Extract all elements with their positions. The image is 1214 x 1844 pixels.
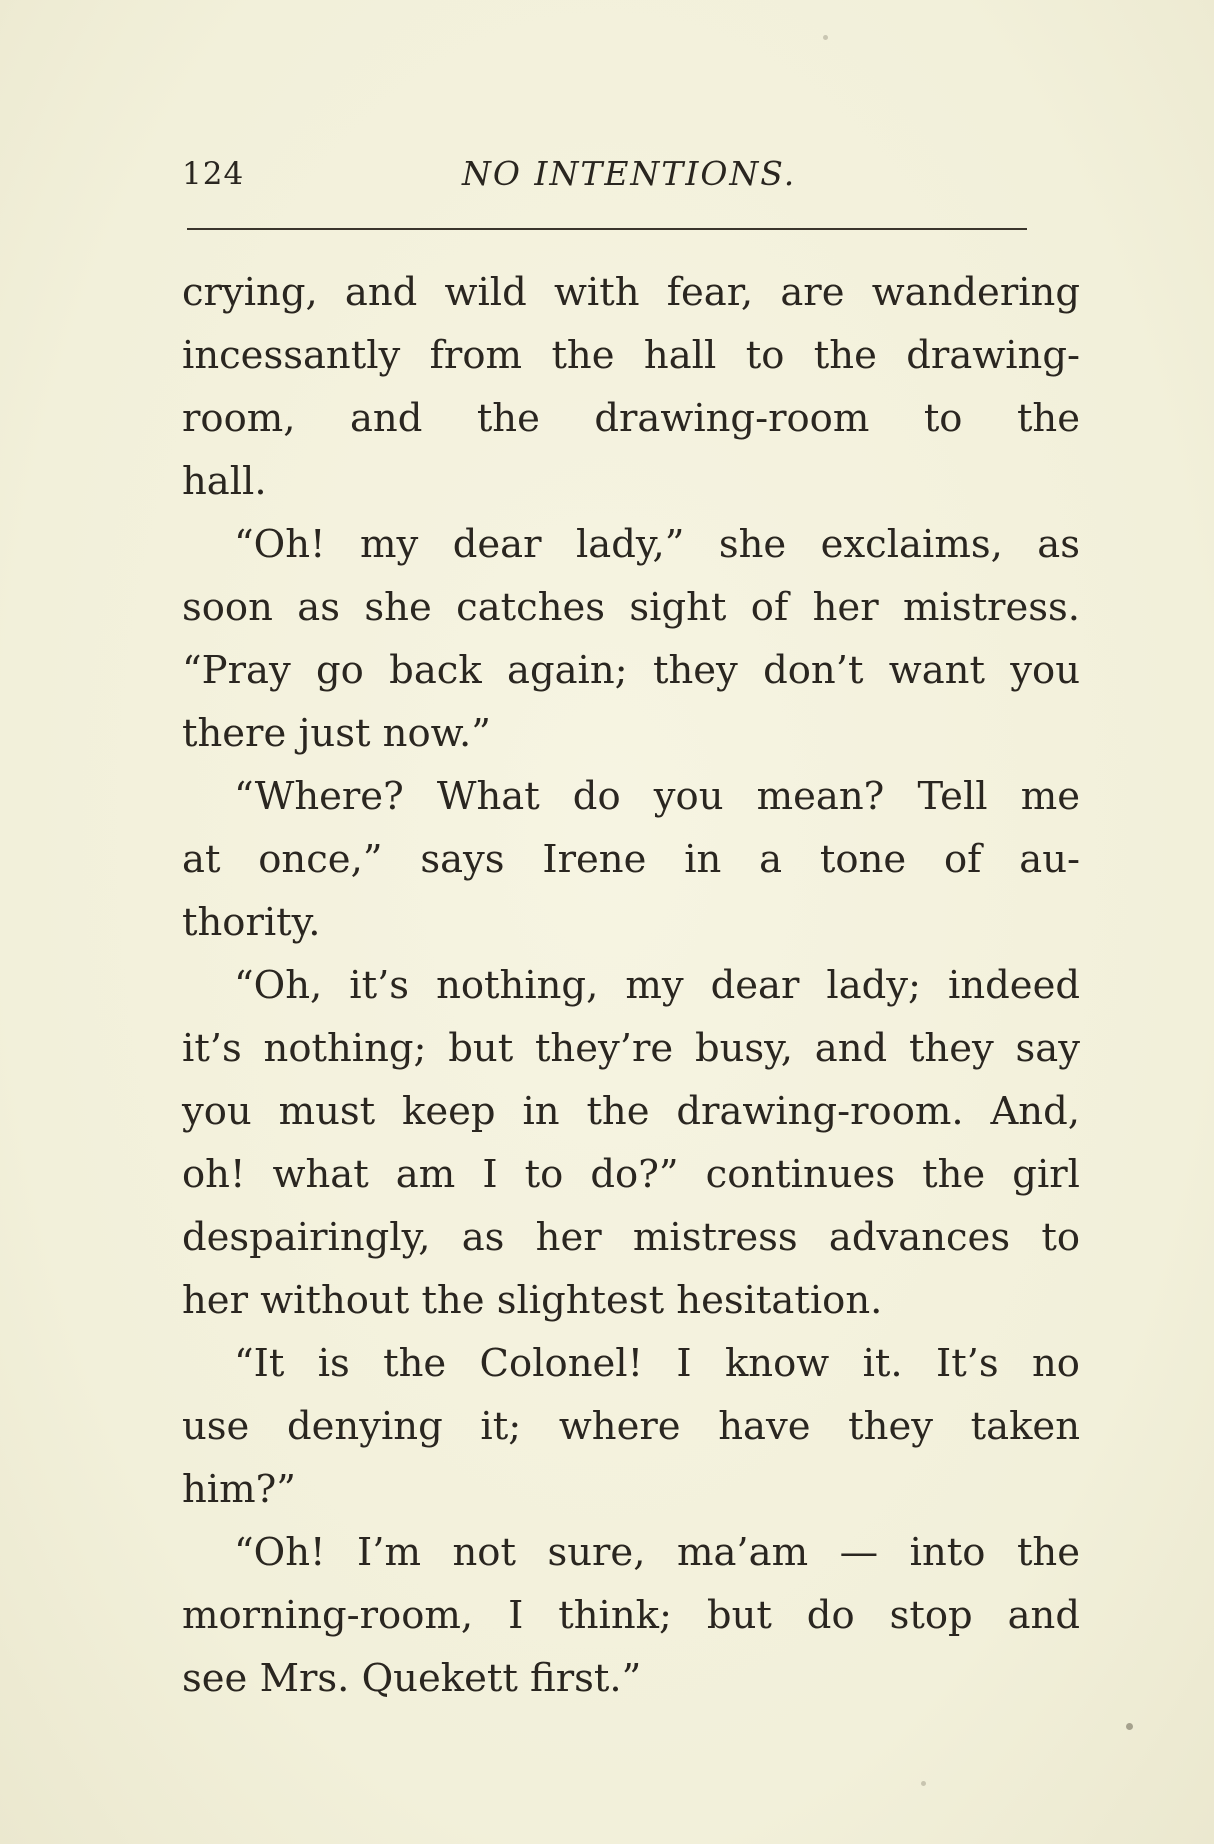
text-line: him?” xyxy=(182,1467,296,1512)
text-line: “It is the Colonel! I know it. It’s no xyxy=(234,1341,1080,1386)
text-line: morning-room, I think; but do stop and xyxy=(182,1593,1080,1638)
text-line: oh! what am I to do?” continues the girl xyxy=(182,1152,1080,1197)
text-line: incessantly from the hall to the drawing- xyxy=(182,333,1080,378)
paper-speck xyxy=(823,35,828,40)
paper-speck xyxy=(1126,1723,1133,1730)
header-rule xyxy=(187,228,1027,230)
text-line: use denying it; where have they taken xyxy=(182,1404,1080,1449)
text-line: “Oh, it’s nothing, my dear lady; indeed xyxy=(234,963,1080,1008)
running-title: NO INTENTIONS. xyxy=(462,154,797,193)
paper-speck xyxy=(921,1781,926,1786)
text-line: you must keep in the drawing-room. And, xyxy=(182,1089,1080,1134)
text-line: at once,” says Irene in a tone of au- xyxy=(182,837,1080,882)
text-line: crying, and wild with fear, are wandering xyxy=(182,270,1080,315)
text-line: her without the slightest hesitation. xyxy=(182,1278,883,1323)
text-line: there just now.” xyxy=(182,711,491,756)
text-line: it’s nothing; but they’re busy, and they say xyxy=(182,1026,1080,1071)
page-number: 124 xyxy=(182,156,245,192)
text-line: see Mrs. Quekett first.” xyxy=(182,1656,642,1701)
text-line: “Where? What do you mean? Tell me xyxy=(234,774,1080,819)
running-head xyxy=(182,150,1030,200)
text-line: “Oh! I’m not sure, ma’am — into the xyxy=(234,1530,1080,1575)
body-text xyxy=(182,261,1080,1710)
text-line: hall. xyxy=(182,459,267,504)
text-line: “Pray go back again; they don’t want you xyxy=(182,648,1080,693)
text-line: “Oh! my dear lady,” she exclaims, as xyxy=(234,522,1080,567)
text-line: despairingly, as her mistress advances to xyxy=(182,1215,1080,1260)
text-line: soon as she catches sight of her mistress. xyxy=(182,585,1080,630)
text-line: room, and the drawing-room to the xyxy=(182,396,1080,441)
text-line: thority. xyxy=(182,900,321,945)
